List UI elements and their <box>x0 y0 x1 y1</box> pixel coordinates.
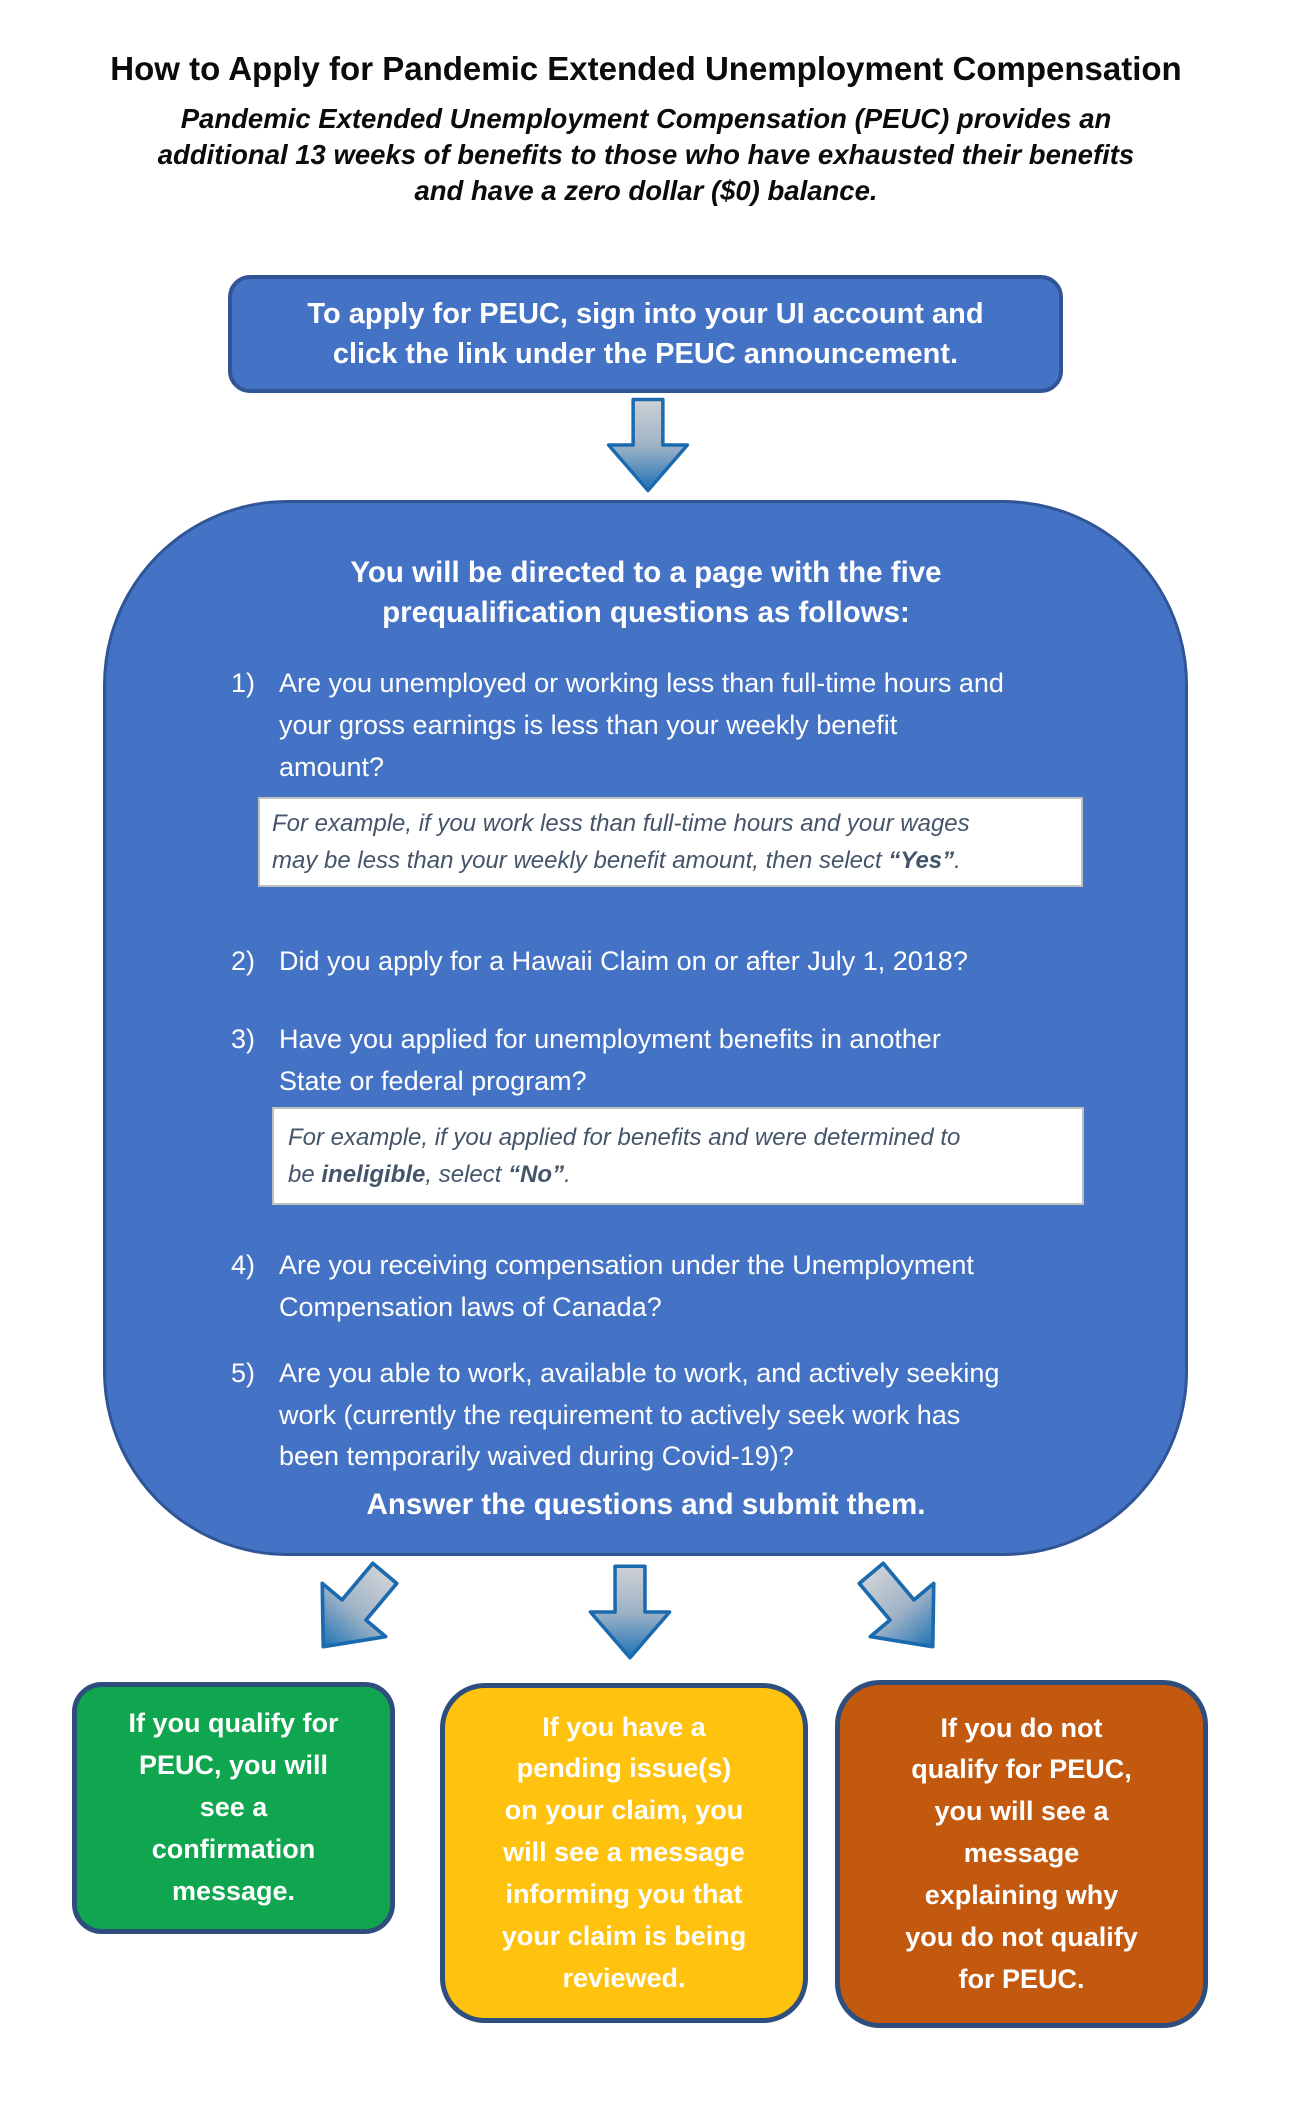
down-arrow-icon <box>600 396 696 494</box>
example-text-bold: “No” <box>508 1160 565 1188</box>
question-number: 5) <box>231 1357 256 1388</box>
example-text-segment: . <box>954 846 961 874</box>
question-number: 2) <box>231 946 256 977</box>
down-left-arrow-icon <box>285 1541 422 1680</box>
example-text-segment: may be less than your weekly benefit amount, then select <box>272 846 882 874</box>
outcome-not-qualify-box <box>835 1680 1208 2028</box>
question-item-4 <box>231 1245 1125 1329</box>
question-text: Have you applied for unemployment benefits in another State or federal program? <box>279 1023 941 1096</box>
down-arrow-icon <box>586 1556 674 1668</box>
example-text-bold: ineligible <box>321 1160 426 1188</box>
down-right-arrow-icon <box>833 1541 970 1680</box>
question-text: Are you unemployed or working less than full-time hours and your gross earnings is less than your weekly benefit amount? <box>279 668 1004 782</box>
question-text: Did you apply for a Hawaii Claim on or after July 1, 2018? <box>279 946 968 977</box>
outcome-not-qualify-text: If you do not qualify for PEUC, you will see a message explaining why you do not qualify for PEUC. <box>905 1712 1138 1994</box>
answer-submit-text: Answer the questions and submit them. <box>366 1488 926 1522</box>
question-number: 1) <box>231 668 256 699</box>
example-line <box>272 842 1069 879</box>
question-item-3 <box>231 1019 1125 1103</box>
outcome-pending-text: If you have a pending issue(s) on your claim, you will see a message informing you that your claim is being reviewed. <box>501 1711 747 1993</box>
page-title: How to Apply for Pandemic Extended Unemployment Compensation <box>110 50 1182 87</box>
question-number: 3) <box>231 1023 256 1054</box>
outcome-pending-box <box>440 1683 808 2023</box>
example-text-segment: be <box>288 1160 315 1188</box>
question-item-5 <box>231 1353 1125 1479</box>
example-callout-yes <box>258 797 1083 887</box>
question-number: 4) <box>231 1250 256 1281</box>
question-item-2 <box>231 941 1125 983</box>
example-text-segment: , select <box>425 1160 502 1188</box>
step-signin-text: To apply for PEUC, sign into your UI account and click the link under the PEUC announcement. <box>307 297 984 370</box>
page-subtitle: Pandemic Extended Unemployment Compensation (PEUC) provides an additional 13 weeks of benefits to those who have exhausted their benefits and have a zero dollar ($0) balance. <box>157 103 1135 206</box>
question-text: Are you receiving compensation under the Unemployment Compensation laws of Canada? <box>279 1250 974 1322</box>
example-line: For example, if you work less than full-time hours and your wages <box>272 809 970 837</box>
outcome-qualify-box <box>72 1682 395 1934</box>
example-text-segment: . <box>564 1160 571 1188</box>
outcome-qualify-text: If you qualify for PEUC, you will see a confirmation message. <box>128 1708 339 1906</box>
step-signin-box <box>228 275 1063 393</box>
example-line <box>288 1156 1068 1193</box>
example-text-bold: “Yes” <box>888 846 955 874</box>
example-line: For example, if you applied for benefits and were determined to <box>288 1123 961 1151</box>
question-item-1 <box>231 663 1125 789</box>
prequalification-heading: You will be directed to a page with the five prequalification questions as follows: <box>350 556 942 630</box>
question-text: Are you able to work, available to work, and actively seeking work (currently the requirement to actively seek work has been temporarily waived during Covid-19)? <box>279 1357 1000 1472</box>
example-callout-no <box>272 1107 1084 1205</box>
prequalification-panel <box>103 500 1188 1556</box>
